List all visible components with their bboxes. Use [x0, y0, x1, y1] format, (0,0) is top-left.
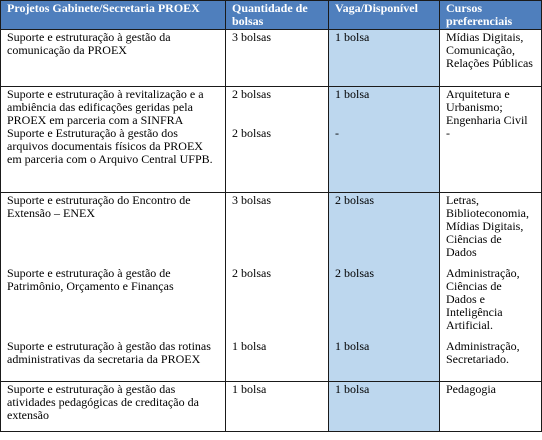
- table-header-row: [1, 1, 542, 30]
- cell-cursos: Pedagogia: [440, 381, 542, 431]
- table-row: [1, 30, 542, 87]
- quantidade-text: 1 bolsa: [232, 339, 267, 354]
- vaga-text: 1 bolsa: [335, 87, 370, 102]
- table-row: [1, 381, 542, 431]
- cell-vaga: 1 bolsa: [329, 381, 440, 431]
- header-cursos: Cursos preferenciais: [440, 1, 542, 30]
- quantidade-text: 3 bolsas: [232, 193, 271, 208]
- subproject-text: Suporte e estruturação à revitalização e a ambiência das edificações geridas pela PROEX em parceria com a SINFRA: [7, 87, 204, 128]
- cell-cursos: Mídias Digitais, Comunicação, Relações Públicas: [440, 30, 542, 87]
- cell-vaga: [329, 87, 440, 193]
- subproject-text: Suporte e estruturação à gestão de Patrimônio, Orçamento e Finanças: [7, 266, 174, 294]
- cell-projeto: [1, 193, 226, 381]
- cell-quantidade: [226, 193, 329, 381]
- cell-projeto: Suporte e estruturação à gestão da comunicação da PROEX: [1, 30, 226, 87]
- header-vaga: Vaga/Disponível: [329, 1, 440, 30]
- cursos-text: Administração, Secretariado.: [446, 339, 520, 367]
- subproject-text: Suporte e estruturação à gestão das rotinas administrativas da secretaria da PROEX: [7, 339, 211, 367]
- cursos-text: Letras, Biblioteconomia, Mídias Digitais, Ciências de Dados: [446, 193, 529, 260]
- cell-quantidade: 1 bolsa: [226, 381, 329, 431]
- cursos-text: Arquitetura e Urbanismo; Engenharia Civil: [446, 87, 528, 128]
- vaga-text: 2 bolsas: [335, 193, 374, 208]
- cursos-text: Administração, Ciências de Dados e Inteligência Artificial.: [446, 266, 520, 333]
- cell-cursos: [440, 87, 542, 193]
- cell-cursos: [440, 193, 542, 381]
- cell-vaga: [329, 193, 440, 381]
- cell-quantidade: 3 bolsas: [226, 30, 329, 87]
- vaga-text: 2 bolsas: [335, 266, 374, 281]
- table-row: [1, 193, 542, 381]
- subproject-text: Suporte e estruturação do Encontro de Extensão – ENEX: [7, 193, 191, 221]
- cell-projeto: Suporte e estruturação à gestão das atividades pedagógicas de creditação da extensão: [1, 381, 226, 431]
- quantidade-text: 2 bolsas: [232, 266, 271, 281]
- quantidade-text: 2 bolsas: [232, 87, 271, 102]
- vaga-text: 1 bolsa: [335, 339, 370, 354]
- table-row: [1, 87, 542, 193]
- header-quantidade: Quantidade de bolsas: [226, 1, 329, 30]
- quantidade-text: 2 bolsas: [232, 126, 271, 141]
- cell-quantidade: [226, 87, 329, 193]
- subproject-text: Suporte e Estruturação à gestão dos arquivos documentais físicos da PROEX em parceria com o Arquivo Central UFPB.: [7, 126, 213, 167]
- cell-projeto: [1, 87, 226, 193]
- header-projetos: Projetos Gabinete/Secretaria PROEX: [1, 1, 226, 30]
- cursos-text: -: [446, 126, 450, 141]
- vaga-text: -: [335, 126, 339, 141]
- cell-vaga: 1 bolsa: [329, 30, 440, 87]
